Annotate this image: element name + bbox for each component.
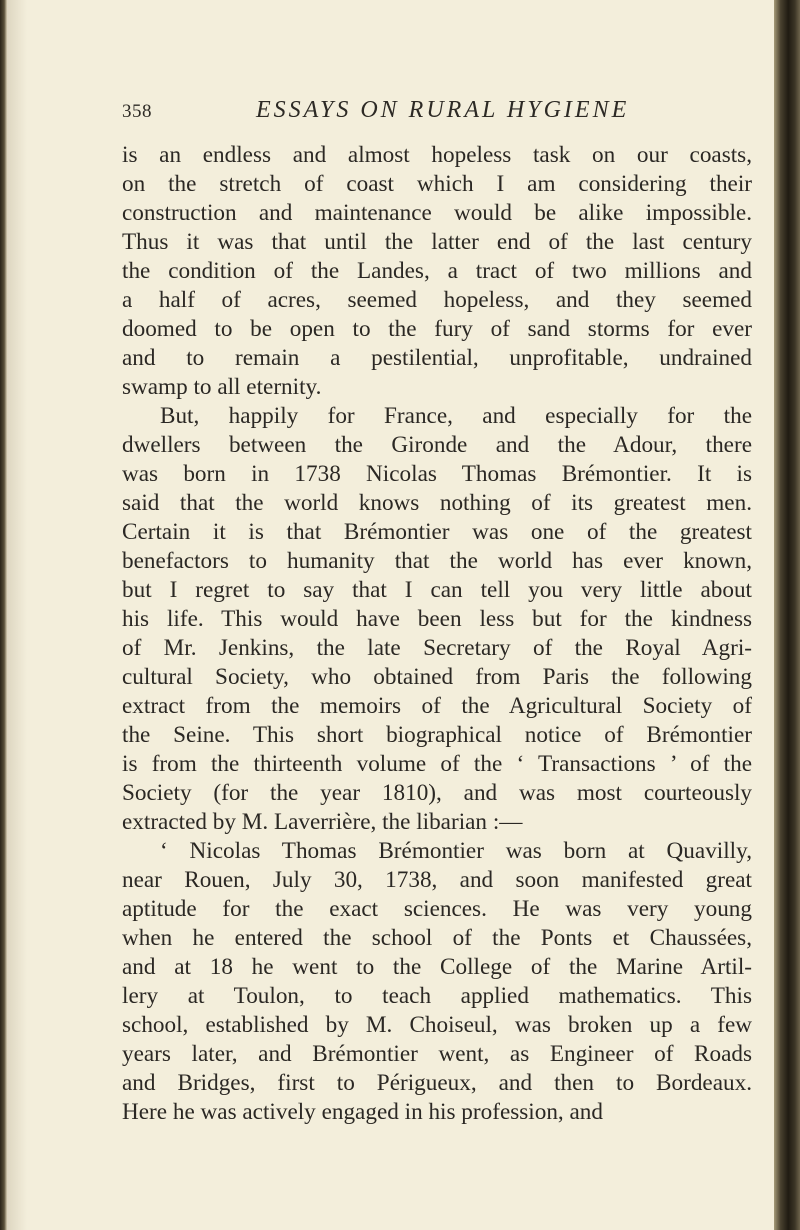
text-line: the condition of the Landes, a tract of two millions and [122, 258, 752, 284]
text-line: is from the thirteenth volume of the ‘ Transactions ’ of the [122, 751, 752, 777]
text-line: on the stretch of coast which I am considering their [122, 171, 752, 197]
text-line: but I regret to say that I can tell you very little about [122, 577, 752, 603]
text-line: Certain it is that Brémontier was one of the greatest [122, 519, 752, 545]
text-line: of Mr. Jenkins, the late Secretary of the Royal Agri- [122, 635, 752, 661]
text-line: and to remain a pestilential, unprofitable, undrained [122, 345, 752, 371]
text-line: the Seine. This short biographical notice of Brémontier [122, 722, 752, 748]
text-line: lery at Toulon, to teach applied mathematics. This [122, 983, 752, 1009]
text-line: dwellers between the Gironde and the Adour, there [122, 432, 752, 458]
text-line: years later, and Brémontier went, as Engineer of Roads [122, 1041, 752, 1067]
text-line: is an endless and almost hopeless task on our coasts, [122, 142, 752, 168]
text-line: But, happily for France, and especially for the [160, 403, 752, 429]
body-text [122, 141, 752, 1127]
page-header [122, 97, 742, 131]
text-line: when he entered the school of the Ponts et Chaussées, [122, 925, 752, 951]
text-line: Thus it was that until the latter end of the last century [122, 229, 752, 255]
text-line: Here he was actively engaged in his profession, and [122, 1099, 603, 1125]
text-line: and at 18 he went to the College of the Marine Artil- [122, 954, 752, 980]
text-line: said that the world knows nothing of its greatest men. [122, 490, 752, 516]
text-line: a half of acres, seemed hopeless, and they seemed [122, 287, 752, 313]
text-line: was born in 1738 Nicolas Thomas Brémontier. It is [122, 461, 752, 487]
text-line: near Rouen, July 30, 1738, and soon manifested great [122, 867, 752, 893]
text-line: benefactors to humanity that the world has ever known, [122, 548, 752, 574]
text-line: aptitude for the exact sciences. He was very young [122, 896, 752, 922]
text-line: cultural Society, who obtained from Paris the following [122, 664, 752, 690]
page-gutter-shadow [7, 0, 27, 1230]
text-line: his life. This would have been less but for the kindness [122, 606, 752, 632]
text-line: extract from the memoirs of the Agricultural Society of [122, 693, 752, 719]
text-line: school, established by M. Choiseul, was broken up a few [122, 1012, 752, 1038]
text-line: ‘ Nicolas Thomas Brémontier was born at Quavilly, [160, 838, 752, 864]
text-line: and Bridges, first to Périgueux, and then to Bordeaux. [122, 1070, 752, 1096]
right-page-edge [774, 0, 800, 1230]
text-line: construction and maintenance would be alike impossible. [122, 200, 752, 226]
text-line: swamp to all eternity. [122, 374, 322, 400]
page-number: 358 [122, 101, 152, 122]
text-line: doomed to be open to the fury of sand storms for ever [122, 316, 752, 342]
text-line: extracted by M. Laverrière, the libarian :— [122, 809, 523, 835]
running-title: ESSAYS ON RURAL HYGIENE [256, 97, 630, 123]
left-page-edge [0, 0, 7, 1230]
text-line: Society (for the year 1810), and was most courteously [122, 780, 752, 806]
